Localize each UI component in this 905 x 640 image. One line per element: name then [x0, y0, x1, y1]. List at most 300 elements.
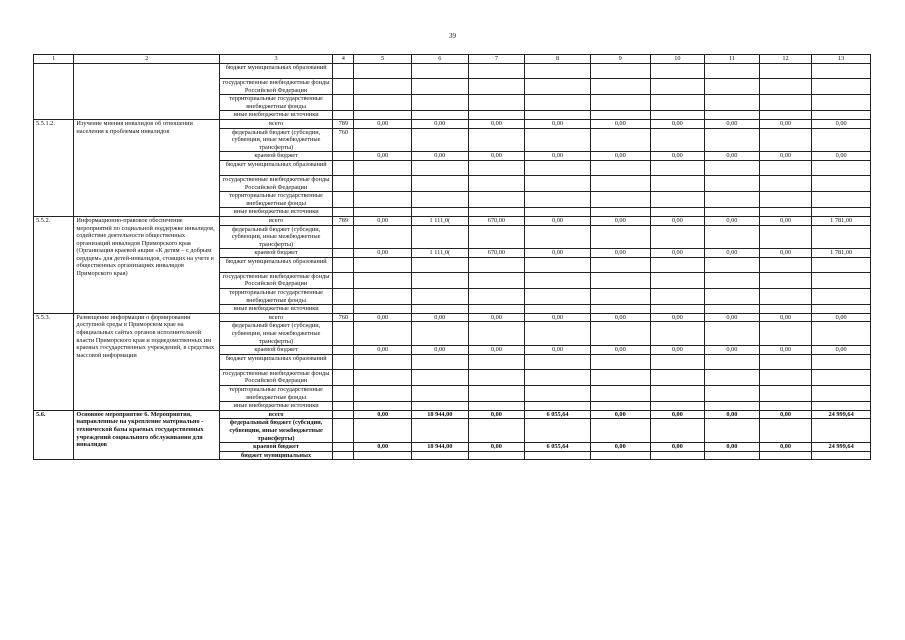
value-cell — [812, 289, 871, 305]
value-cell — [650, 128, 705, 152]
value-cell — [590, 64, 650, 79]
value-cell — [354, 419, 412, 443]
col4-cell — [333, 386, 354, 402]
value-cell — [468, 192, 525, 208]
value-cell — [412, 111, 469, 120]
value-cell: 0,00 — [525, 216, 591, 225]
value-cell — [525, 111, 591, 120]
value-cell — [468, 354, 525, 369]
value-cell — [590, 160, 650, 175]
value-cell — [705, 95, 760, 111]
value-cell — [759, 305, 812, 314]
value-cell — [468, 160, 525, 175]
value-cell — [650, 272, 705, 288]
value-cell — [590, 111, 650, 120]
col4-cell — [333, 369, 354, 385]
funding-source-cell: иные внебюджетные источники — [219, 111, 332, 120]
value-cell — [525, 305, 591, 314]
value-cell — [812, 160, 871, 175]
value-cell: 24 999,64 — [812, 443, 871, 452]
value-cell — [705, 451, 760, 460]
value-cell: 0,00 — [525, 152, 591, 161]
value-cell — [705, 64, 760, 79]
column-number-11: 11 — [705, 55, 760, 64]
value-cell — [705, 225, 760, 249]
funding-source-cell: федеральный бюджет (субсидии, субвенции, иные межбюджетные трансферты) — [219, 225, 332, 249]
value-cell — [354, 354, 412, 369]
item-name-cell: Размещение информации о формировании доступной среды в Приморском крае на официальных сайтах органов исполнительной власти Приморского края и подведомственных им краевых государственных учреждений, в средствах массовой информации — [74, 313, 220, 410]
column-number-8: 8 — [525, 55, 591, 64]
value-cell — [590, 95, 650, 111]
value-cell — [525, 160, 591, 175]
value-cell: 0,00 — [705, 443, 760, 452]
value-cell — [759, 160, 812, 175]
funding-source-cell: территориальные государственные внебюджетные фонды — [219, 95, 332, 111]
value-cell — [468, 64, 525, 79]
col4-cell — [333, 160, 354, 175]
value-cell — [759, 79, 812, 95]
value-cell — [812, 386, 871, 402]
value-cell: 0,00 — [590, 249, 650, 258]
value-cell — [525, 402, 591, 411]
value-cell — [759, 419, 812, 443]
value-cell — [354, 289, 412, 305]
value-cell — [354, 95, 412, 111]
value-cell: 0,00 — [525, 249, 591, 258]
value-cell — [354, 386, 412, 402]
table-row — [34, 216, 871, 225]
value-cell: 0,00 — [705, 346, 760, 355]
value-cell — [812, 305, 871, 314]
funding-source-cell: всего — [219, 313, 332, 322]
funding-source-cell: федеральный бюджет (субсидии, субвенции, иные межбюджетные трансферты) — [219, 419, 332, 443]
value-cell — [590, 386, 650, 402]
value-cell — [525, 95, 591, 111]
value-cell — [705, 175, 760, 191]
value-cell — [354, 451, 412, 460]
value-cell — [468, 369, 525, 385]
value-cell — [590, 272, 650, 288]
value-cell — [759, 272, 812, 288]
value-cell — [650, 322, 705, 346]
value-cell — [525, 64, 591, 79]
value-cell: 0,00 — [412, 152, 469, 161]
value-cell — [705, 419, 760, 443]
value-cell — [354, 208, 412, 217]
funding-source-cell: федеральный бюджет (субсидии, субвенции, иные межбюджетные трансферты) — [219, 128, 332, 152]
value-cell — [468, 305, 525, 314]
value-cell: 0,00 — [812, 152, 871, 161]
col4-cell — [333, 322, 354, 346]
value-cell — [354, 305, 412, 314]
value-cell — [812, 451, 871, 460]
funding-source-cell: краевой бюджет — [219, 346, 332, 355]
value-cell: 0,00 — [812, 346, 871, 355]
value-cell: 0,00 — [468, 313, 525, 322]
value-cell — [705, 354, 760, 369]
value-cell: 0,00 — [525, 313, 591, 322]
col4-cell: 789 — [333, 216, 354, 225]
value-cell — [650, 305, 705, 314]
value-cell: 0,00 — [650, 152, 705, 161]
value-cell — [590, 322, 650, 346]
value-cell — [354, 257, 412, 272]
value-cell — [412, 225, 469, 249]
funding-source-cell: краевой бюджет — [219, 249, 332, 258]
value-cell — [759, 128, 812, 152]
value-cell — [590, 208, 650, 217]
col4-cell — [333, 272, 354, 288]
value-cell — [525, 354, 591, 369]
item-name-cell — [74, 64, 220, 120]
value-cell: 0,00 — [354, 410, 412, 419]
value-cell — [759, 208, 812, 217]
col4-cell — [333, 419, 354, 443]
col4-cell — [333, 111, 354, 120]
value-cell — [650, 175, 705, 191]
value-cell — [650, 160, 705, 175]
col4-cell — [333, 249, 354, 258]
value-cell — [759, 257, 812, 272]
value-cell — [468, 451, 525, 460]
value-cell — [412, 451, 469, 460]
col4-cell — [333, 305, 354, 314]
value-cell — [759, 289, 812, 305]
value-cell: 1 111,0( — [412, 216, 469, 225]
value-cell: 0,00 — [468, 346, 525, 355]
value-cell — [590, 402, 650, 411]
column-number-2: 2 — [74, 55, 220, 64]
value-cell — [468, 128, 525, 152]
value-cell — [759, 386, 812, 402]
value-cell: 0,00 — [705, 216, 760, 225]
value-cell: 0,00 — [759, 410, 812, 419]
value-cell — [705, 192, 760, 208]
value-cell — [759, 111, 812, 120]
value-cell — [812, 322, 871, 346]
value-cell — [812, 419, 871, 443]
column-number-row — [34, 55, 871, 64]
value-cell — [590, 225, 650, 249]
item-code-cell: 5.5.1.2. — [34, 119, 74, 216]
col4-cell — [333, 289, 354, 305]
col4-cell — [333, 257, 354, 272]
col4-cell — [333, 346, 354, 355]
value-cell — [412, 305, 469, 314]
value-cell — [812, 79, 871, 95]
value-cell — [354, 369, 412, 385]
value-cell: 0,00 — [759, 249, 812, 258]
value-cell — [412, 79, 469, 95]
column-number-1: 1 — [34, 55, 74, 64]
value-cell: 0,00 — [354, 443, 412, 452]
value-cell: 0,00 — [650, 216, 705, 225]
value-cell: 0,00 — [650, 249, 705, 258]
value-cell — [468, 225, 525, 249]
value-cell: 0,00 — [590, 346, 650, 355]
funding-source-cell: иные внебюджетные источники — [219, 305, 332, 314]
value-cell — [759, 192, 812, 208]
value-cell — [650, 369, 705, 385]
value-cell — [812, 64, 871, 79]
funding-source-cell: бюджет муниципальных — [219, 451, 332, 460]
value-cell — [650, 257, 705, 272]
value-cell: 0,00 — [650, 410, 705, 419]
value-cell: 0,00 — [525, 346, 591, 355]
value-cell: 0,00 — [650, 313, 705, 322]
value-cell: 0,00 — [354, 249, 412, 258]
col4-cell — [333, 402, 354, 411]
col4-cell — [333, 79, 354, 95]
value-cell — [412, 272, 469, 288]
value-cell: 0,00 — [354, 216, 412, 225]
value-cell — [525, 272, 591, 288]
value-cell — [412, 257, 469, 272]
value-cell — [590, 192, 650, 208]
col4-cell — [333, 354, 354, 369]
funding-source-cell: бюджет муниципальных образований — [219, 354, 332, 369]
value-cell — [705, 322, 760, 346]
value-cell: 1 111,0( — [412, 249, 469, 258]
value-cell: 0,00 — [525, 119, 591, 128]
value-cell — [412, 354, 469, 369]
column-number-12: 12 — [759, 55, 812, 64]
value-cell — [812, 111, 871, 120]
col4-cell — [333, 451, 354, 460]
value-cell: 18 944,00 — [412, 443, 469, 452]
funding-source-cell: бюджет муниципальных образований — [219, 160, 332, 175]
value-cell — [812, 354, 871, 369]
funding-source-cell: краевой бюджет — [219, 443, 332, 452]
value-cell — [354, 160, 412, 175]
value-cell — [525, 257, 591, 272]
value-cell — [705, 305, 760, 314]
funding-source-cell: территориальные государственные внебюджетные фонды — [219, 192, 332, 208]
value-cell — [650, 79, 705, 95]
value-cell — [412, 175, 469, 191]
value-cell — [650, 386, 705, 402]
value-cell — [705, 369, 760, 385]
funding-source-cell: территориальные государственные внебюджетные фонды — [219, 386, 332, 402]
value-cell — [705, 208, 760, 217]
value-cell: 0,00 — [759, 216, 812, 225]
value-cell: 1 781,00 — [812, 216, 871, 225]
value-cell — [412, 322, 469, 346]
value-cell — [759, 322, 812, 346]
col4-cell: 760 — [333, 128, 354, 152]
value-cell — [650, 354, 705, 369]
value-cell: 0,00 — [468, 152, 525, 161]
value-cell — [412, 208, 469, 217]
funding-source-cell: краевой бюджет — [219, 152, 332, 161]
value-cell — [650, 208, 705, 217]
funding-source-cell: государственные внебюджетные фонды Российской Федерации — [219, 79, 332, 95]
value-cell: 670,00 — [468, 216, 525, 225]
value-cell — [705, 79, 760, 95]
value-cell — [705, 402, 760, 411]
column-number-10: 10 — [650, 55, 705, 64]
funding-source-cell: иные внебюджетные источники — [219, 208, 332, 217]
value-cell: 0,00 — [590, 410, 650, 419]
value-cell — [468, 175, 525, 191]
col4-cell — [333, 64, 354, 79]
column-number-7: 7 — [468, 55, 525, 64]
value-cell: 0,00 — [650, 443, 705, 452]
value-cell — [412, 369, 469, 385]
value-cell — [412, 64, 469, 79]
value-cell: 0,00 — [412, 313, 469, 322]
value-cell — [812, 208, 871, 217]
value-cell — [354, 64, 412, 79]
col4-cell: 789 — [333, 119, 354, 128]
value-cell — [354, 175, 412, 191]
value-cell — [650, 451, 705, 460]
value-cell — [525, 322, 591, 346]
value-cell — [812, 192, 871, 208]
value-cell: 0,00 — [650, 119, 705, 128]
value-cell — [412, 95, 469, 111]
value-cell: 670,00 — [468, 249, 525, 258]
value-cell — [759, 354, 812, 369]
value-cell: 1 781,00 — [812, 249, 871, 258]
value-cell — [759, 175, 812, 191]
value-cell: 0,00 — [705, 152, 760, 161]
value-cell — [412, 289, 469, 305]
value-cell — [468, 272, 525, 288]
table-row — [34, 410, 871, 419]
value-cell: 0,00 — [354, 346, 412, 355]
funding-source-cell: бюджет муниципальных образований — [219, 257, 332, 272]
value-cell — [705, 386, 760, 402]
value-cell — [525, 79, 591, 95]
value-cell — [590, 128, 650, 152]
value-cell: 0,00 — [590, 216, 650, 225]
value-cell — [525, 128, 591, 152]
value-cell — [525, 175, 591, 191]
value-cell: 0,00 — [759, 313, 812, 322]
value-cell — [650, 111, 705, 120]
column-number-9: 9 — [590, 55, 650, 64]
funding-source-cell: государственные внебюджетные фонды Российской Федерации — [219, 369, 332, 385]
value-cell — [812, 257, 871, 272]
table-row — [34, 119, 871, 128]
column-number-13: 13 — [812, 55, 871, 64]
value-cell — [590, 305, 650, 314]
value-cell — [590, 451, 650, 460]
value-cell: 0,00 — [590, 119, 650, 128]
value-cell — [590, 289, 650, 305]
value-cell — [525, 369, 591, 385]
value-cell — [468, 95, 525, 111]
value-cell — [759, 402, 812, 411]
value-cell — [354, 111, 412, 120]
value-cell: 0,00 — [590, 443, 650, 452]
value-cell: 0,00 — [412, 346, 469, 355]
item-name-cell: Основное мероприятие 6. Мероприятия, направленные на укрепление материально - технической базы краевых государственных учреждений социального обслуживания для инвалидов — [74, 410, 220, 460]
value-cell — [705, 128, 760, 152]
value-cell: 0,00 — [812, 313, 871, 322]
value-cell — [412, 160, 469, 175]
value-cell — [759, 64, 812, 79]
funding-source-cell: государственные внебюджетные фонды Российской Федерации — [219, 272, 332, 288]
value-cell — [590, 369, 650, 385]
value-cell: 0,00 — [468, 443, 525, 452]
value-cell: 0,00 — [590, 313, 650, 322]
column-number-4: 4 — [333, 55, 354, 64]
table-row — [34, 64, 871, 79]
item-code-cell: 5.5.3. — [34, 313, 74, 410]
value-cell: 0,00 — [759, 346, 812, 355]
value-cell: 0,00 — [812, 119, 871, 128]
value-cell — [590, 79, 650, 95]
item-name-cell: Изучение мнения инвалидов об отношении населения к проблемам инвалидов — [74, 119, 220, 216]
col4-cell — [333, 175, 354, 191]
value-cell — [525, 289, 591, 305]
value-cell — [354, 272, 412, 288]
funding-source-cell: государственные внебюджетные фонды Российской Федерации — [219, 175, 332, 191]
value-cell — [705, 257, 760, 272]
value-cell: 0,00 — [759, 152, 812, 161]
value-cell — [812, 95, 871, 111]
value-cell — [525, 419, 591, 443]
column-number-6: 6 — [412, 55, 469, 64]
col4-cell — [333, 225, 354, 249]
value-cell — [412, 402, 469, 411]
value-cell: 0,00 — [354, 119, 412, 128]
value-cell — [705, 272, 760, 288]
value-cell — [705, 160, 760, 175]
funding-source-cell: всего — [219, 410, 332, 419]
value-cell: 0,00 — [412, 119, 469, 128]
page-number: 39 — [449, 32, 456, 40]
value-cell — [354, 322, 412, 346]
value-cell: 0,00 — [705, 410, 760, 419]
col4-cell — [333, 208, 354, 217]
value-cell — [525, 451, 591, 460]
value-cell — [650, 64, 705, 79]
value-cell — [650, 419, 705, 443]
value-cell — [590, 419, 650, 443]
value-cell — [650, 289, 705, 305]
value-cell — [468, 257, 525, 272]
col4-cell — [333, 410, 354, 419]
funding-source-cell: всего — [219, 119, 332, 128]
value-cell: 0,00 — [705, 119, 760, 128]
value-cell — [705, 289, 760, 305]
value-cell — [650, 225, 705, 249]
value-cell — [525, 192, 591, 208]
value-cell — [812, 175, 871, 191]
value-cell — [468, 111, 525, 120]
value-cell — [650, 402, 705, 411]
value-cell — [468, 208, 525, 217]
value-cell: 0,00 — [590, 152, 650, 161]
value-cell — [812, 402, 871, 411]
table-row — [34, 313, 871, 322]
col4-cell — [333, 152, 354, 161]
value-cell — [468, 419, 525, 443]
value-cell: 0,00 — [354, 313, 412, 322]
column-number-3: 3 — [219, 55, 332, 64]
value-cell — [354, 192, 412, 208]
value-cell: 0,00 — [759, 119, 812, 128]
value-cell — [759, 225, 812, 249]
value-cell — [812, 369, 871, 385]
value-cell: 18 944,00 — [412, 410, 469, 419]
value-cell: 0,00 — [354, 152, 412, 161]
value-cell: 0,00 — [468, 119, 525, 128]
value-cell: 0,00 — [705, 249, 760, 258]
